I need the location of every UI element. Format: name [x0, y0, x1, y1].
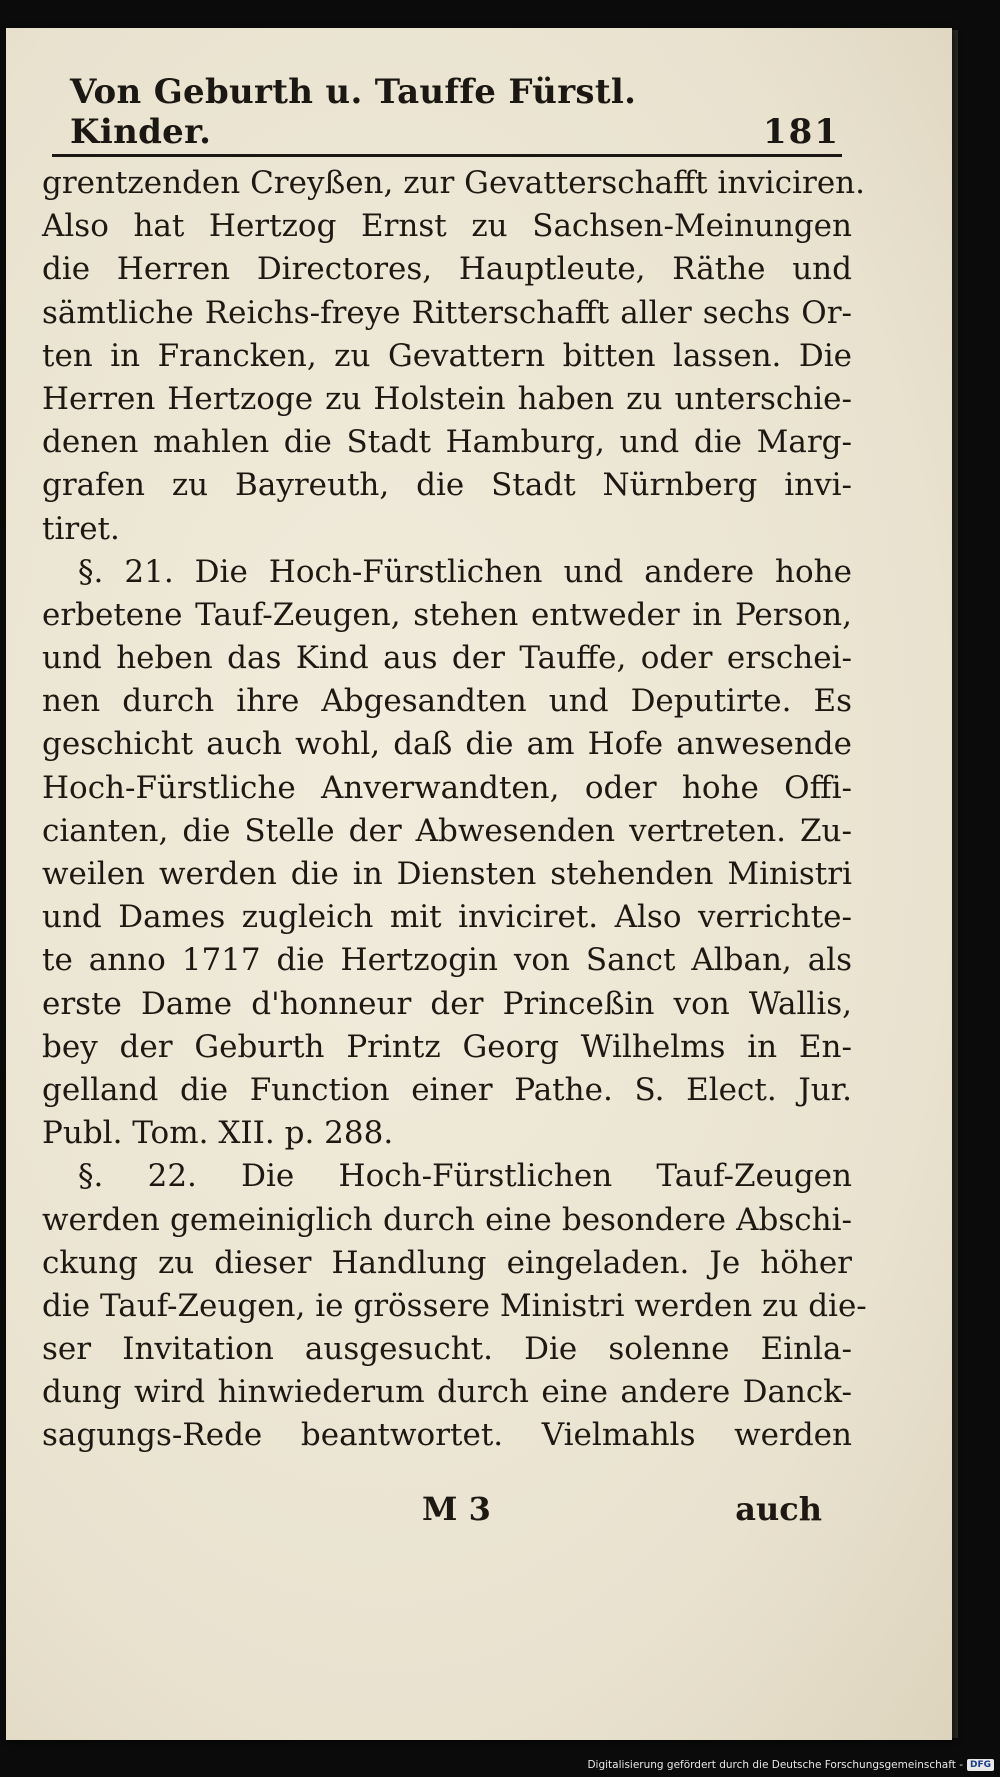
- catchword: auch: [735, 1490, 822, 1528]
- text-line: bey der Geburth Printz Georg Wilhelms in En-: [42, 1028, 852, 1065]
- paragraph-start-21: §. 21. Die Hoch-Fürstlichen und andere hohe: [78, 553, 852, 590]
- text-line: te anno 1717 die Hertzogin von Sanct Alban, als: [42, 942, 852, 979]
- text-line: die Tauf-Zeugen, ie grössere Ministri werden zu die-: [42, 1287, 867, 1324]
- text-line: werden gemeiniglich durch eine besondere Abschi-: [42, 1201, 852, 1238]
- text-line: gelland die Function einer Pathe. S. Elect. Jur.: [42, 1071, 852, 1108]
- header-rule: [52, 154, 842, 157]
- text-line: ckung zu dieser Handlung eingeladen. Je höher: [42, 1244, 852, 1281]
- page-footer: [42, 1490, 822, 1540]
- text-line: grentzenden Creyßen, zur Gevatterschafft inviciren.: [42, 165, 865, 201]
- funding-text: Digitalisierung gefördert durch die Deutsche Forschungsgemeinschaft -: [587, 1759, 963, 1771]
- text-line: geschicht auch wohl, daß die am Hofe anwesende: [42, 726, 852, 763]
- text-line: weilen werden die in Diensten stehenden Ministri: [42, 856, 852, 892]
- text-line: denen mahlen die Stadt Hamburg, und die Marg-: [42, 424, 852, 461]
- text-line: und heben das Kind aus der Tauffe, oder erschei-: [42, 640, 852, 677]
- running-head: Von Geburth u. Tauffe Fürstl. Kinder.: [70, 72, 637, 152]
- text-line: und Dames zugleich mit inviciret. Also verrichte-: [42, 899, 852, 936]
- funding-note: [587, 1757, 994, 1773]
- text-line: dung wird hinwiederum durch eine andere Danck-: [42, 1374, 852, 1411]
- text-line: grafen zu Bayreuth, die Stadt Nürnberg invi-: [42, 467, 852, 504]
- text-line: Also hat Hertzog Ernst zu Sachsen-Meinungen: [42, 208, 852, 245]
- text-line: ser Invitation ausgesucht. Die solenne Einla-: [42, 1331, 852, 1368]
- text-line: Hoch-Fürstliche Anverwandten, oder hohe Offi-: [42, 769, 852, 806]
- body-text: [42, 162, 867, 1458]
- paragraph-start-22: §. 22. Die Hoch-Fürstlichen Tauf-Zeugen: [78, 1158, 852, 1195]
- text-line: cianten, die Stelle der Abwesenden vertreten. Zu-: [42, 812, 852, 849]
- page-number: 181: [763, 112, 840, 152]
- text-line: ten in Francken, zu Gevattern bitten lassen. Die: [42, 337, 852, 374]
- text-line: sämtliche Reichs-freye Ritterschafft aller sechs Or-: [42, 294, 852, 331]
- text-line: Publ. Tom. XII. p. 288.: [42, 1115, 394, 1152]
- text-line: die Herren Directores, Hauptleute, Räthe und: [42, 251, 852, 288]
- page-header: [70, 72, 840, 152]
- text-line: erbetene Tauf-Zeugen, stehen entweder in Person,: [42, 596, 852, 633]
- dfg-logo-icon: DFG: [967, 1759, 994, 1771]
- text-line: erste Dame d'honneur der Princeßin von Wallis,: [42, 985, 852, 1022]
- text-line: nen durch ihre Abgesandten und Deputirte. Es: [42, 683, 852, 720]
- text-line: sagungs-Rede beantwortet. Vielmahls werden: [42, 1417, 852, 1454]
- text-line: tiret.: [42, 510, 120, 547]
- signature-mark: M 3: [422, 1490, 491, 1528]
- text-line: Herren Hertzoge zu Holstein haben zu unterschie-: [42, 380, 852, 417]
